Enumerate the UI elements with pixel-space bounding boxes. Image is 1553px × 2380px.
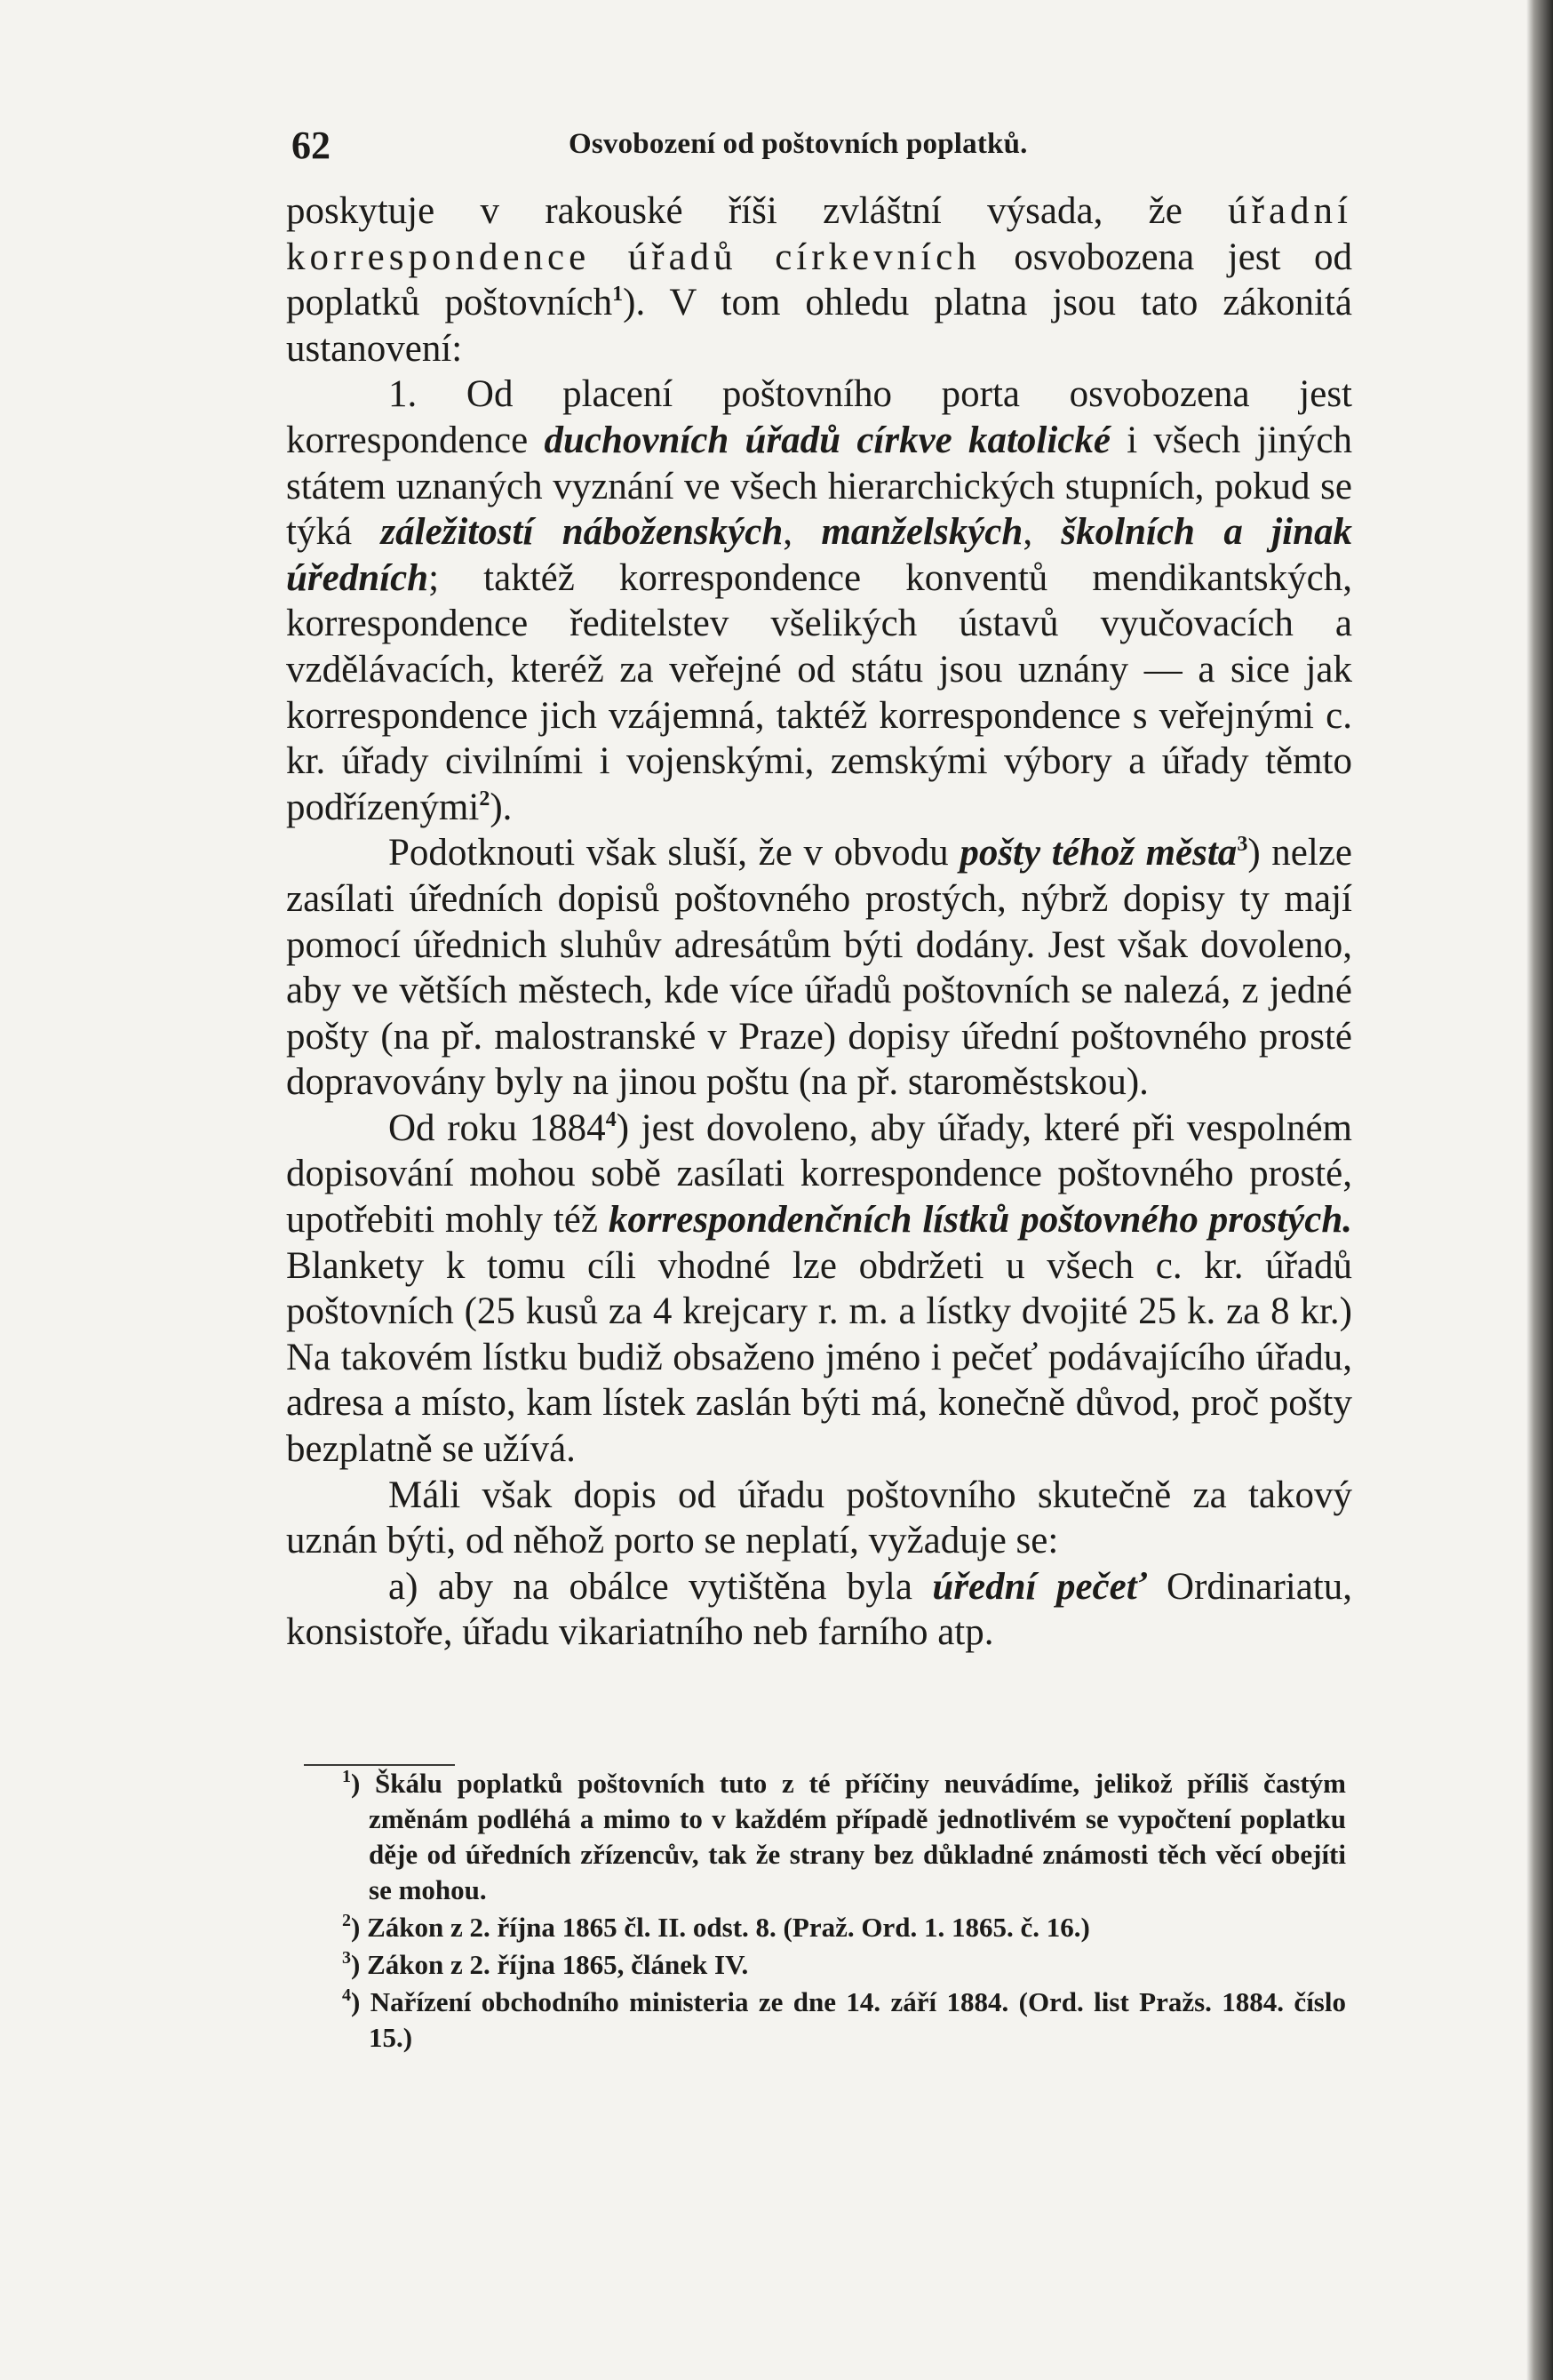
footnote-1: [342, 1766, 1346, 1908]
text-run: Ordinariatu, konsistoře, úřadu vikariatního neb farního atp.: [286, 1565, 1353, 1654]
text-run: ,: [1023, 511, 1062, 554]
text-run: ).: [490, 786, 513, 828]
footnote-mark: 1: [342, 1767, 351, 1786]
text-run: ) nelze zasílati úředních dopisů poštovného prostých, nýbrž dopisy ty mají pomocí úřednich sluhův adresátům býti dodány. Jest však dovoleno, aby ve větších městech, kde více úřadů poštovních se nalezá, z jedné pošty (na př. malostranské v Praze) dopisy úřední poštovného prosté dopravovány byly na jinou poštu (na př. staroměstskou).: [286, 832, 1352, 1104]
text-run: osvobozena jest od poplatků poštovních: [286, 236, 1352, 324]
text-run: 1. Od placení poštovního porta osvobozena jest korrespondence: [286, 373, 1352, 461]
footnote-mark: 2: [342, 1911, 351, 1930]
paragraph-1: [286, 188, 1352, 371]
footnote-text: ) Zákon z 2. října 1865 čl. II. odst. 8. (Praž. Ord. 1. 1865. č. 16.): [351, 1912, 1090, 1943]
page-header: [284, 123, 1350, 176]
paragraph-6: [286, 1564, 1352, 1656]
italic-emphasis: korrespondenčních lístků poštovného prostých.: [608, 1199, 1352, 1242]
text-run: ; taktéž korrespondence konventů mendikantských, korrespondence ředitelstev všelikých ústavů vyučovacích a vzdělávacích, kteréž za veřejné od státu jsou uznány — a sice jak korrespondence jich vzájemná, taktéž korrespondence s veřejnými c. kr. úřady civilními i vojenskými, zemskými výbory a úřady těmto podřízenými: [286, 556, 1352, 828]
footnote-mark: 3: [342, 1948, 351, 1968]
text-run: Blankety k tomu cíli vhodné lze obdržeti u všech c. kr. úřadů poštovních (25 kusů za 4 krejcary r. m. a lístky dvojité 25 k. za 8 kr.) Na takovém lístku budiž obsaženo jméno i pečeť podávajícího úřadu, adresa a místo, kam lístek zaslán býti má, konečně důvod, proč pošty bezplatně se užívá.: [286, 1244, 1352, 1471]
text-run: i všech jiných státem uznaných vyznání ve všech hierarchických stupních, pokud se týká: [286, 419, 1353, 554]
text-run: poskytuje v rakouské říši zvláštní výsada, že: [286, 190, 1229, 232]
footnote-text: ) Nařízení obchodního ministeria ze dne 14. září 1884. (Ord. list Pražs. 1884. číslo 15.): [351, 1986, 1346, 2053]
footnote-4: [342, 1985, 1346, 2056]
footnote-2: [342, 1910, 1346, 1945]
footnote-ref: 1: [612, 283, 624, 307]
paragraph-3: [286, 830, 1352, 1106]
italic-emphasis: pošty téhož města: [960, 832, 1238, 875]
footnote-text: ) Škálu poplatků poštovních tuto z té příčiny neuvádíme, jelikož příliš častým změnám podléhá a mimo to v každém případě jednotlivém se vypočtení poplatku děje od úředních zřízencův, tak že strany bez důkladné známosti těch věcí obejíti se mohou.: [351, 1768, 1346, 1905]
main-text: [286, 188, 1352, 1656]
footnote-text: ) Zákon z 2. října 1865, článek IV.: [351, 1949, 749, 1980]
italic-emphasis: úřední pečeť: [932, 1565, 1147, 1608]
paragraph-5: Máli však dopis od úřadu poštovního skutečně za takový uznán býti, od něhož porto se neplatí, vyžaduje se:: [286, 1474, 1352, 1562]
italic-emphasis: duchovních úřadů církve katolické: [544, 419, 1111, 461]
text-run: ). V tom ohledu platna jsou tato zákonitá ustanovení:: [286, 282, 1352, 370]
footnote-ref: 4: [605, 1107, 617, 1131]
running-title: Osvobození od poštovních poplatků.: [569, 128, 1028, 160]
footnote-mark: 4: [342, 1985, 351, 2005]
text-run: Od roku 1884: [388, 1106, 606, 1149]
paragraph-4: [286, 1106, 1352, 1473]
italic-emphasis: školních a jinak úředních: [286, 511, 1352, 599]
text-run: a) aby na obálce vytištěna byla: [388, 1565, 933, 1608]
page-number: 62: [291, 124, 331, 167]
footnote-ref: 2: [479, 787, 490, 811]
italic-emphasis: manželských: [821, 511, 1023, 554]
paragraph-2: [286, 371, 1352, 830]
italic-emphasis: záležitostí náboženských: [380, 511, 784, 554]
footnote-3: [342, 1947, 1346, 1983]
spaced-emphasis: úřadní korrespondence úřadů církevních: [286, 190, 1352, 278]
scan-edge-shadow: [1526, 0, 1553, 2380]
footnotes: [342, 1766, 1346, 2057]
text-run: Podotknouti však sluší, že v obvodu: [388, 832, 960, 875]
text-run: ,: [783, 511, 822, 554]
text-run: ) jest dovoleno, aby úřady, které při vespolném dopisování mohou sobě zasílati korrespondence poštovného prosté, upotřebiti mohly též: [286, 1106, 1353, 1242]
footnote-ref: 3: [1237, 833, 1248, 857]
